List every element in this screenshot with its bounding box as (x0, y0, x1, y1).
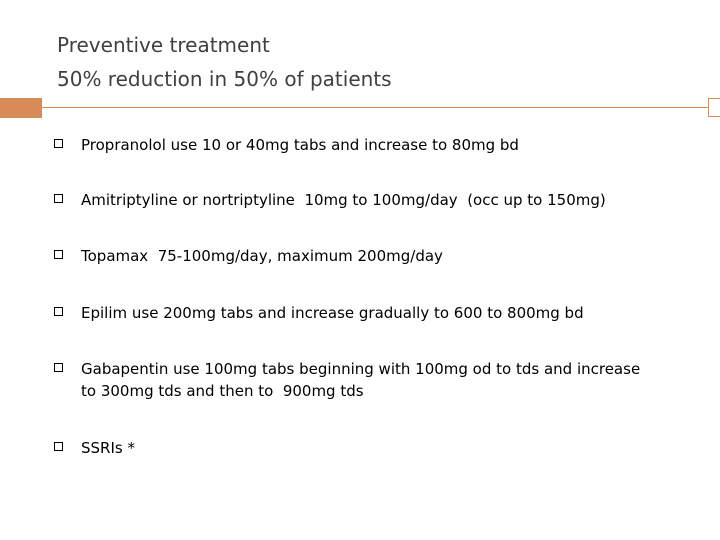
divider-rule (42, 107, 708, 108)
square-bullet-icon (54, 139, 63, 148)
square-bullet-icon (54, 250, 63, 259)
square-bullet-icon (54, 363, 63, 372)
bullet-text: Amitriptyline or nortriptyline 10mg to 100mg/day (occ up to 150mg) (81, 191, 606, 209)
title-line-1: Preventive treatment (57, 33, 270, 57)
title-line-2: 50% reduction in 50% of patients (57, 67, 392, 91)
accent-bar (0, 98, 42, 118)
square-bullet-icon (54, 307, 63, 316)
title-divider (0, 98, 720, 118)
bullet-text: Topamax 75-100mg/day, maximum 200mg/day (81, 247, 443, 265)
bullet-text: Epilim use 200mg tabs and increase gradually to 600 to 800mg bd (81, 304, 584, 322)
bullet-text: SSRIs * (81, 439, 135, 457)
divider-end-box (708, 98, 720, 117)
square-bullet-icon (54, 194, 63, 203)
bullet-text: Gabapentin use 100mg tabs beginning with 100mg od to tds and increase to 300mg tds and then to 900mg tds (81, 360, 641, 400)
bullet-text: Propranolol use 10 or 40mg tabs and increase to 80mg bd (81, 136, 519, 154)
square-bullet-icon (54, 442, 63, 451)
slide-title (57, 28, 677, 96)
